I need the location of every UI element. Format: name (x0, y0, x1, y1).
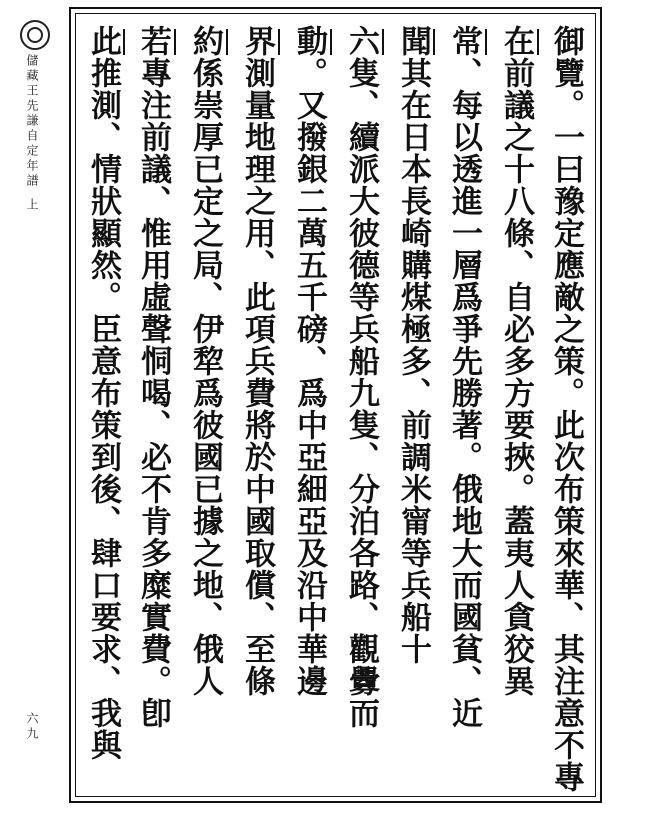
column-rule (537, 29, 539, 55)
column-rule (278, 29, 280, 55)
column-rule (123, 29, 125, 55)
column-rule (485, 29, 487, 55)
column-rule (433, 29, 435, 55)
column-rule (174, 29, 176, 55)
text-column-10: 此推測、情狀顯然。臣意布策到後、肆口要求、我與 (85, 25, 121, 761)
text-column-5: 六隻、續派大彼德等兵船九隻、分泊各路、觀釁而 (343, 25, 379, 729)
column-rule (382, 29, 384, 55)
book-title: 王先謙自定年譜 (25, 84, 39, 189)
collection-label: 儲藏 (25, 54, 39, 84)
text-column-2: 在前議之十八條、自必多方要挾。蓋夷人貪狡異 (498, 25, 534, 697)
text-frame (69, 7, 602, 803)
page-number: 六九 (25, 712, 39, 742)
text-column-1: 御覽。一曰豫定應敵之策。此次布策來華、其注意不專 (548, 25, 584, 793)
text-column-3: 常、每以透進一層爲爭先勝著。俄地大而國貧、近 (446, 25, 482, 729)
text-column-7: 界測量地理之用、此項兵費將於中國取償、至條 (239, 25, 275, 697)
column-rule (330, 29, 332, 55)
text-column-4: 聞其在日本長崎購煤極多、前調米甯等兵船十 (395, 25, 431, 665)
text-column-8: 約係崇厚已定之局、伊犂爲彼國已據之地、俄人 (187, 25, 223, 697)
left-margin (0, 0, 62, 817)
column-rule (226, 29, 228, 55)
collection-seal-icon (20, 20, 50, 50)
text-column-9: 若專注前議、惟用虛聲恫喝、必不肯多糜實費。卽 (135, 25, 171, 729)
volume-label: 上 (25, 198, 39, 213)
text-column-6: 動。又撥銀二萬五千磅、爲中亞細亞及沿中華邊 (291, 25, 327, 697)
